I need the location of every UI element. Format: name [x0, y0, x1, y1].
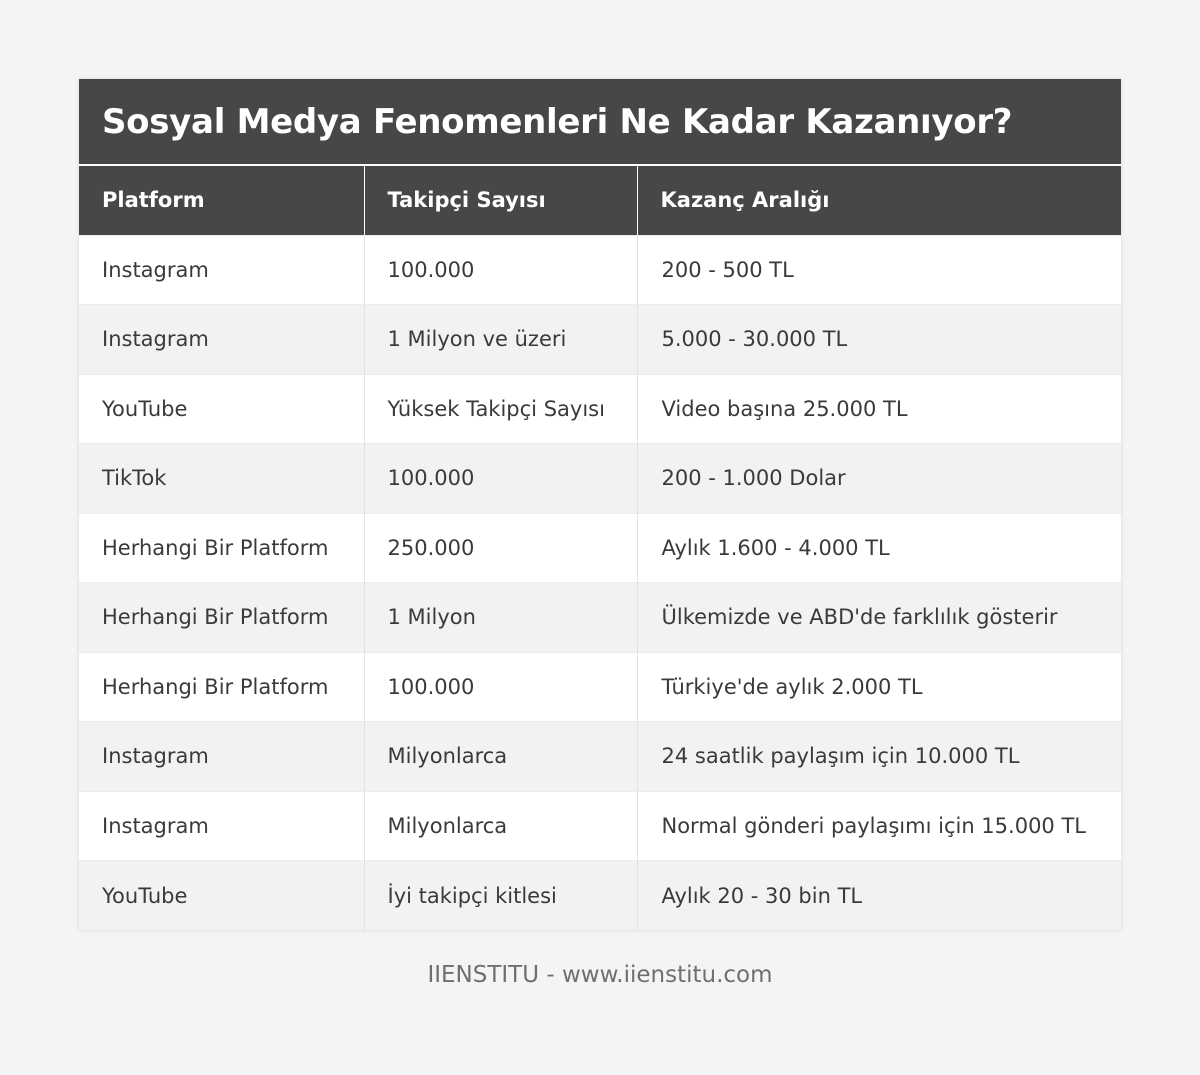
table-row — [79, 444, 1121, 514]
cell-platform: Instagram — [79, 235, 364, 305]
cell-followers: 100.000 — [364, 444, 637, 514]
table-header — [79, 166, 1121, 235]
cell-earnings: 200 - 500 TL — [637, 235, 1121, 305]
table-row — [79, 374, 1121, 444]
cell-earnings: 200 - 1.000 Dolar — [637, 444, 1121, 514]
cell-earnings: 5.000 - 30.000 TL — [637, 305, 1121, 375]
table-card — [79, 79, 1121, 930]
table-row — [79, 513, 1121, 583]
footer-credit: IIENSTITU - www.iienstitu.com — [427, 962, 773, 988]
cell-platform: YouTube — [79, 861, 364, 931]
table-row — [79, 305, 1121, 375]
cell-followers: 100.000 — [364, 652, 637, 722]
table-title: Sosyal Medya Fenomenleri Ne Kadar Kazanıyor? — [79, 79, 1121, 166]
cell-followers: Milyonlarca — [364, 722, 637, 792]
cell-followers: 100.000 — [364, 235, 637, 305]
table-row — [79, 722, 1121, 792]
data-table — [79, 166, 1121, 930]
cell-earnings: Ülkemizde ve ABD'de farklılık gösterir — [637, 583, 1121, 653]
cell-followers: Yüksek Takipçi Sayısı — [364, 374, 637, 444]
table-row — [79, 235, 1121, 305]
cell-earnings: Normal gönderi paylaşımı için 15.000 TL — [637, 791, 1121, 861]
cell-followers: 1 Milyon ve üzeri — [364, 305, 637, 375]
cell-platform: TikTok — [79, 444, 364, 514]
cell-platform: Instagram — [79, 791, 364, 861]
cell-earnings: Video başına 25.000 TL — [637, 374, 1121, 444]
table-row — [79, 861, 1121, 931]
column-header-earnings: Kazanç Aralığı — [637, 166, 1121, 235]
column-header-platform: Platform — [79, 166, 364, 235]
table-row — [79, 791, 1121, 861]
cell-followers: İyi takipçi kitlesi — [364, 861, 637, 931]
cell-platform: YouTube — [79, 374, 364, 444]
cell-platform: Herhangi Bir Platform — [79, 583, 364, 653]
cell-platform: Herhangi Bir Platform — [79, 652, 364, 722]
cell-earnings: Türkiye'de aylık 2.000 TL — [637, 652, 1121, 722]
header-row — [79, 166, 1121, 235]
cell-followers: 250.000 — [364, 513, 637, 583]
column-header-followers: Takipçi Sayısı — [364, 166, 637, 235]
table-row — [79, 652, 1121, 722]
cell-platform: Instagram — [79, 722, 364, 792]
cell-earnings: 24 saatlik paylaşım için 10.000 TL — [637, 722, 1121, 792]
cell-platform: Herhangi Bir Platform — [79, 513, 364, 583]
cell-earnings: Aylık 20 - 30 bin TL — [637, 861, 1121, 931]
cell-platform: Instagram — [79, 305, 364, 375]
cell-followers: Milyonlarca — [364, 791, 637, 861]
table-body — [79, 235, 1121, 930]
table-row — [79, 583, 1121, 653]
cell-followers: 1 Milyon — [364, 583, 637, 653]
cell-earnings: Aylık 1.600 - 4.000 TL — [637, 513, 1121, 583]
